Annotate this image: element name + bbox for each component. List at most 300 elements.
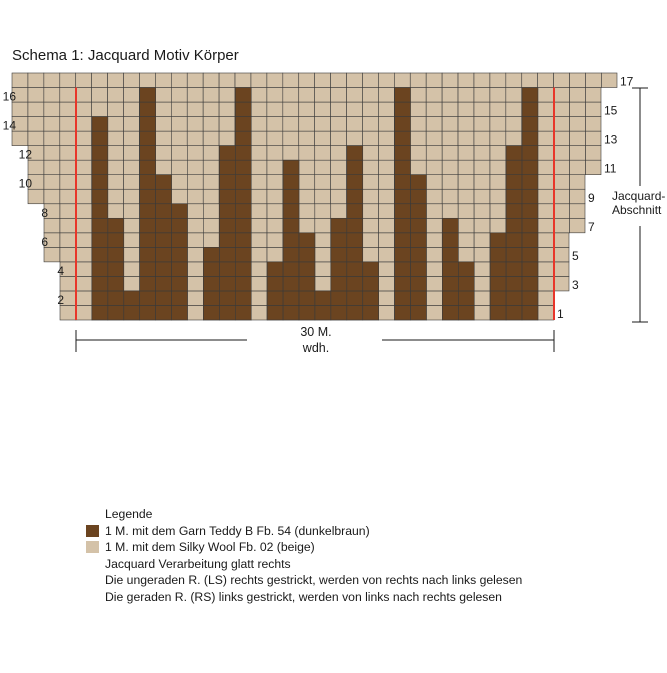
chart-cell: [538, 102, 554, 117]
chart-stitch-dark: [442, 305, 458, 320]
chart-cell: [474, 160, 490, 175]
chart-cell: [554, 247, 569, 262]
chart-cell: [554, 175, 570, 190]
chart-cell: [554, 204, 570, 219]
row-label-right: 9: [588, 190, 595, 205]
chart-stitch-dark: [347, 160, 363, 175]
chart-stitch-dark: [522, 146, 538, 161]
chart-stitch-dark: [522, 102, 538, 117]
chart-cell: [76, 146, 92, 161]
chart-cell: [251, 233, 267, 248]
chart-cell: [585, 88, 601, 103]
chart-cell: [442, 88, 458, 103]
legend: [105, 506, 522, 605]
chart-cell: [251, 204, 267, 219]
chart-cell: [426, 247, 442, 262]
chart-cell: [60, 117, 76, 132]
chart-cell: [251, 305, 267, 320]
chart-cell: [585, 131, 601, 146]
chart-cell: [538, 189, 554, 204]
chart-cell: [60, 131, 76, 146]
chart-stitch-dark: [347, 146, 363, 161]
chart-cell: [44, 175, 60, 190]
chart-cell: [585, 117, 601, 132]
chart-cell: [44, 73, 60, 88]
chart-cell: [586, 160, 601, 175]
chart-cell: [76, 117, 92, 132]
chart-cell: [299, 102, 315, 117]
chart-cell: [426, 204, 442, 219]
chart-cell: [378, 131, 394, 146]
chart-cell: [554, 88, 570, 103]
chart-cell: [187, 291, 203, 306]
chart-stitch-dark: [522, 160, 538, 175]
chart-stitch-dark: [442, 291, 458, 306]
chart-cell: [522, 73, 538, 88]
chart-cell: [251, 262, 267, 277]
chart-stitch-dark: [283, 247, 299, 262]
chart-cell: [410, 73, 426, 88]
chart-cell: [299, 117, 315, 132]
chart-stitch-dark: [172, 233, 188, 248]
chart-stitch-dark: [506, 218, 522, 233]
chart-stitch-dark: [267, 262, 283, 277]
section-label: Abschnitt: [612, 203, 662, 217]
legend-note: Die ungeraden R. (LS) rechts gestrickt, werden von rechts nach links gelesen: [105, 573, 523, 587]
chart-cell: [219, 117, 235, 132]
chart-stitch-dark: [347, 204, 363, 219]
chart-cell: [538, 218, 554, 233]
chart-stitch-dark: [235, 102, 251, 117]
row-label-left: 2: [57, 292, 64, 307]
chart-stitch-dark: [92, 276, 108, 291]
chart-stitch-dark: [347, 305, 363, 320]
legend-note: Die geraden R. (RS) links gestrickt, werden von links nach rechts gelesen: [105, 589, 502, 604]
chart-cell: [76, 276, 92, 291]
chart-cell: [410, 160, 426, 175]
chart-cell: [474, 117, 490, 132]
chart-cell: [251, 88, 267, 103]
chart-cell: [554, 131, 570, 146]
chart-cell: [363, 247, 379, 262]
chart-cell: [267, 131, 283, 146]
chart-cell: [426, 175, 442, 190]
legend-item-dark: [105, 523, 522, 540]
chart-stitch-dark: [172, 305, 188, 320]
chart-cell: [426, 291, 442, 306]
chart-cell: [28, 102, 44, 117]
chart-cell: [379, 276, 395, 291]
chart-stitch-dark: [156, 175, 172, 190]
chart-cell: [426, 305, 442, 320]
chart-stitch-dark: [219, 218, 235, 233]
chart-stitch-dark: [92, 218, 108, 233]
chart-cell: [60, 218, 76, 233]
chart-cell: [171, 160, 187, 175]
chart-cell: [315, 189, 331, 204]
chart-stitch-dark: [140, 262, 156, 277]
chart-cell: [378, 189, 394, 204]
legend-item-dark-text: 1 M. mit dem Garn Teddy B Fb. 54 (dunkelbraun): [105, 523, 370, 538]
chart-cell: [203, 117, 219, 132]
chart-stitch-dark: [92, 233, 108, 248]
chart-cell: [299, 131, 315, 146]
chart-stitch-dark: [315, 305, 331, 320]
chart-stitch-dark: [235, 175, 251, 190]
chart-cell: [299, 189, 315, 204]
chart-cell: [251, 276, 267, 291]
row-label-right: 17: [620, 74, 634, 89]
chart-cell: [538, 204, 554, 219]
chart-cell: [251, 247, 267, 262]
chart-stitch-dark: [506, 160, 522, 175]
chart-cell: [60, 146, 76, 161]
chart-cell: [28, 73, 44, 88]
chart-stitch-dark: [108, 305, 124, 320]
chart-cell: [283, 73, 299, 88]
chart-stitch-dark: [92, 189, 108, 204]
chart-stitch-dark: [235, 262, 251, 277]
chart-cell: [570, 131, 586, 146]
chart-cell: [474, 146, 490, 161]
chart-cell: [44, 102, 60, 117]
chart-stitch-dark: [299, 247, 315, 262]
chart-cell: [267, 218, 283, 233]
chart-cell: [267, 102, 283, 117]
chart-cell: [426, 117, 442, 132]
chart-cell: [76, 305, 92, 320]
chart-cell: [490, 131, 506, 146]
chart-cell: [219, 131, 235, 146]
chart-cell: [474, 189, 490, 204]
chart-cell: [378, 102, 394, 117]
chart-stitch-dark: [411, 247, 427, 262]
chart-cell: [378, 160, 394, 175]
chart-stitch-dark: [283, 175, 299, 190]
chart-cell: [108, 131, 124, 146]
chart-stitch-dark: [522, 305, 538, 320]
chart-stitch-dark: [506, 247, 522, 262]
chart-stitch-dark: [108, 262, 124, 277]
chart-cell: [554, 73, 570, 88]
chart-cell: [315, 247, 331, 262]
chart-cell: [378, 73, 394, 88]
chart-stitch-dark: [522, 88, 538, 103]
chart-cell: [585, 102, 601, 117]
chart-cell: [442, 175, 458, 190]
chart-stitch-dark: [411, 233, 427, 248]
chart-stitch-dark: [506, 291, 522, 306]
chart-cell: [283, 88, 299, 103]
chart-cell: [219, 102, 235, 117]
chart-cell: [315, 204, 331, 219]
chart-cell: [426, 276, 442, 291]
chart-cell: [506, 102, 522, 117]
chart-cell: [506, 88, 522, 103]
chart-stitch-dark: [347, 291, 363, 306]
chart-cell: [315, 233, 331, 248]
chart-stitch-dark: [522, 291, 538, 306]
chart-cell: [363, 175, 379, 190]
chart-cell: [124, 276, 140, 291]
chart-cell: [586, 146, 601, 161]
chart-stitch-dark: [442, 262, 458, 277]
chart-cell: [203, 218, 219, 233]
chart-cell: [474, 131, 490, 146]
chart-stitch-dark: [219, 247, 235, 262]
chart-cell: [442, 102, 458, 117]
chart-stitch-dark: [395, 218, 411, 233]
chart-cell: [203, 175, 219, 190]
chart-cell: [362, 131, 378, 146]
chart-cell: [203, 73, 219, 88]
chart-stitch-dark: [156, 262, 172, 277]
chart-cell: [12, 102, 28, 117]
chart-cell: [442, 146, 458, 161]
chart-cell: [299, 204, 315, 219]
chart-stitch-dark: [395, 204, 411, 219]
chart-cell: [570, 88, 586, 103]
chart-stitch-dark: [490, 233, 506, 248]
chart-cell: [60, 88, 76, 103]
chart-stitch-dark: [92, 262, 108, 277]
chart-cell: [44, 146, 60, 161]
chart-stitch-dark: [140, 204, 156, 219]
chart-stitch-dark: [395, 102, 411, 117]
chart-cell: [124, 117, 140, 132]
chart-stitch-dark: [219, 291, 235, 306]
chart-stitch-dark: [124, 305, 140, 320]
chart-stitch-dark: [219, 175, 235, 190]
chart-stitch-dark: [522, 262, 538, 277]
chart-stitch-dark: [172, 276, 188, 291]
chart-cell: [251, 117, 267, 132]
chart-cell: [490, 73, 506, 88]
chart-stitch-dark: [395, 88, 411, 103]
chart-cell: [251, 102, 267, 117]
chart-stitch-dark: [411, 175, 427, 190]
chart-cell: [203, 146, 219, 161]
chart-stitch-dark: [219, 160, 235, 175]
chart-cell: [171, 88, 187, 103]
chart-cell: [76, 291, 92, 306]
chart-cell: [426, 146, 442, 161]
chart-cell: [203, 204, 219, 219]
chart-cell: [474, 204, 490, 219]
chart-cell: [378, 88, 394, 103]
chart-cell: [442, 131, 458, 146]
chart-cell: [490, 218, 506, 233]
chart-cell: [76, 218, 92, 233]
chart-cell: [538, 131, 554, 146]
chart-cell: [362, 102, 378, 117]
chart-stitch-dark: [506, 189, 522, 204]
chart-stitch-dark: [203, 291, 219, 306]
chart-stitch-dark: [235, 88, 251, 103]
chart-cell: [155, 73, 171, 88]
chart-cell: [171, 175, 187, 190]
chart-cell: [458, 247, 474, 262]
chart-cell: [187, 189, 203, 204]
chart-cell: [251, 146, 267, 161]
chart-stitch-dark: [395, 305, 411, 320]
chart-cell: [506, 131, 522, 146]
chart-stitch-dark: [235, 146, 251, 161]
chart-stitch-dark: [522, 117, 538, 132]
chart-cell: [554, 218, 570, 233]
chart-cell: [458, 73, 474, 88]
chart-stitch-dark: [108, 291, 124, 306]
chart-stitch-dark: [172, 204, 188, 219]
chart-cell: [251, 160, 267, 175]
chart-cell: [60, 204, 76, 219]
chart-stitch-dark: [235, 117, 251, 132]
chart-cell: [379, 262, 395, 277]
chart-stitch-dark: [140, 247, 156, 262]
chart-stitch-dark: [140, 291, 156, 306]
chart-cell: [458, 131, 474, 146]
chart-stitch-dark: [411, 204, 427, 219]
chart-stitch-dark: [235, 305, 251, 320]
chart-stitch-dark: [411, 218, 427, 233]
chart-stitch-dark: [140, 276, 156, 291]
chart-stitch-dark: [156, 291, 172, 306]
chart-cell: [187, 73, 203, 88]
chart-cell: [347, 131, 363, 146]
chart-stitch-dark: [283, 305, 299, 320]
chart-stitch-dark: [140, 233, 156, 248]
chart-stitch-dark: [347, 189, 363, 204]
chart-stitch-dark: [156, 305, 172, 320]
chart-cell: [171, 146, 187, 161]
chart-stitch-dark: [219, 146, 235, 161]
row-label-left: 10: [18, 176, 32, 191]
chart-stitch-dark: [331, 233, 347, 248]
chart-cell: [267, 204, 283, 219]
chart-cell: [171, 73, 187, 88]
chart-cell: [554, 262, 569, 277]
chart-cell: [108, 160, 124, 175]
chart-cell: [315, 73, 331, 88]
chart-cell: [426, 73, 442, 88]
chart-cell: [585, 73, 601, 88]
chart-cell: [570, 175, 585, 190]
chart-cell: [538, 88, 554, 103]
chart-cell: [554, 276, 569, 291]
chart-cell: [187, 102, 203, 117]
chart-stitch-dark: [92, 131, 108, 146]
chart-cell: [203, 189, 219, 204]
chart-cell: [108, 117, 124, 132]
chart-stitch-dark: [235, 291, 251, 306]
chart-stitch-dark: [363, 305, 379, 320]
chart-cell: [315, 117, 331, 132]
chart-stitch-dark: [140, 146, 156, 161]
chart-cell: [155, 102, 171, 117]
row-label-right: 1: [557, 307, 564, 321]
chart-cell: [267, 117, 283, 132]
chart-cell: [474, 247, 490, 262]
chart-stitch-dark: [522, 218, 538, 233]
chart-cell: [442, 117, 458, 132]
chart-cell: [347, 102, 363, 117]
chart-cell: [474, 305, 490, 320]
chart-cell: [187, 146, 203, 161]
chart-stitch-dark: [331, 218, 347, 233]
chart-cell: [299, 160, 315, 175]
chart-cell: [155, 117, 171, 132]
chart-cell: [267, 247, 283, 262]
chart-cell: [203, 160, 219, 175]
chart-cell: [458, 160, 474, 175]
chart-cell: [171, 189, 187, 204]
chart-cell: [426, 160, 442, 175]
chart-cell: [458, 218, 474, 233]
chart-stitch-dark: [140, 189, 156, 204]
chart-cell: [124, 262, 140, 277]
chart-stitch-dark: [411, 276, 427, 291]
chart-stitch-dark: [283, 262, 299, 277]
chart-cell: [554, 146, 570, 161]
chart-cell: [315, 218, 331, 233]
chart-cell: [426, 189, 442, 204]
chart-cell: [60, 189, 76, 204]
chart-stitch-dark: [267, 305, 283, 320]
chart-stitch-dark: [219, 305, 235, 320]
chart-cell: [267, 146, 283, 161]
chart-stitch-dark: [490, 276, 506, 291]
chart-stitch-dark: [395, 117, 411, 132]
chart-cell: [490, 175, 506, 190]
chart-cell: [570, 73, 586, 88]
chart-cell: [315, 276, 331, 291]
chart-stitch-dark: [203, 262, 219, 277]
chart-cell: [108, 175, 124, 190]
chart-stitch-dark: [92, 305, 108, 320]
chart-cell: [363, 233, 379, 248]
chart-cell: [219, 73, 235, 88]
chart-stitch-dark: [172, 291, 188, 306]
chart-cell: [331, 131, 347, 146]
chart-cell: [124, 160, 140, 175]
row-label-right: 3: [572, 277, 579, 292]
chart-cell: [203, 102, 219, 117]
chart-cell: [347, 88, 363, 103]
chart-cell: [171, 102, 187, 117]
chart-cell: [538, 233, 554, 248]
chart-cell: [124, 233, 140, 248]
chart-cell: [315, 262, 331, 277]
chart-cell: [601, 73, 617, 88]
chart-stitch-dark: [156, 204, 172, 219]
chart-cell: [187, 175, 203, 190]
chart-stitch-dark: [506, 262, 522, 277]
chart-cell: [76, 262, 92, 277]
chart-cell: [538, 73, 554, 88]
jacquard-section-bracket: [612, 88, 665, 322]
chart-cell: [44, 117, 60, 132]
chart-stitch-dark: [442, 247, 458, 262]
chart-stitch-dark: [235, 189, 251, 204]
chart-cell: [538, 146, 554, 161]
chart-stitch-dark: [299, 276, 315, 291]
chart-stitch-dark: [267, 276, 283, 291]
chart-stitch-dark: [442, 233, 458, 248]
chart-cell: [76, 204, 92, 219]
chart-stitch-dark: [172, 218, 188, 233]
chart-stitch-dark: [140, 175, 156, 190]
chart-cell: [299, 146, 315, 161]
